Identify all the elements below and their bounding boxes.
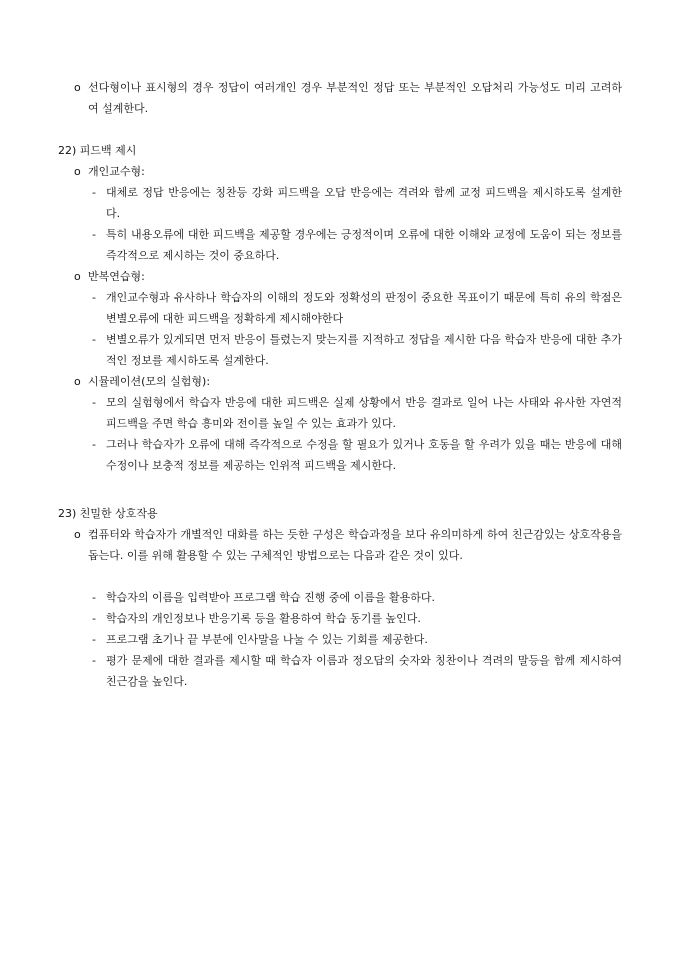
group-label-simulation: 시뮬레이션(모의 실험형): (88, 375, 211, 388)
circle-bullet: ο (74, 270, 81, 283)
dash-bullet: - (92, 186, 96, 199)
group-label-drill: 반복연습형: (88, 270, 145, 283)
circle-bullet: ο (74, 165, 81, 178)
circle-bullet: ο (74, 375, 81, 388)
dash-bullet: - (92, 633, 96, 646)
dash-bullet: - (92, 654, 96, 667)
section-22-heading: 22) 피드백 제시 (58, 144, 137, 157)
dash-bullet: - (92, 396, 96, 409)
section-23-heading: 23) 친밀한 상호작용 (58, 507, 158, 520)
list-item: 특히 내용오류에 대한 피드백을 제공할 경우에는 긍정적이며 오류에 대한 이해와 교정에 도움이 되는 정보를 즉각적으로 제시하는 것이 중요하다. (106, 228, 622, 262)
group-label-tutorial: 개인교수형: (88, 165, 145, 178)
intro-paragraph: 선다형이나 표시형의 경우 정답이 여러개인 경우 부분적인 정답 또는 부분적인 오답처리 가능성도 미리 고려하여 설계한다. (88, 81, 622, 115)
list-item: 모의 실험형에서 학습자 반응에 대한 피드백은 실제 상황에서 반응 결과로 일어 나는 사태와 유사한 자연적 피드백을 주면 학습 흥미와 전이를 높일 수 있는 효과가 있다. (106, 396, 622, 430)
dash-bullet: - (92, 438, 96, 451)
section-23-paragraph: 컴퓨터와 학습자가 개별적인 대화를 하는 듯한 구성은 학습과정을 보다 유의미하게 하여 친근감있는 상호작용을 돕는다. 이를 위해 활용할 수 있는 구체적인 방법으로는 다음과 같은 것이 있다. (88, 528, 622, 562)
list-item: 학습자의 개인정보나 반응기록 등을 활용하여 학습 동기를 높인다. (106, 612, 421, 625)
list-item: 평가 문제에 대한 결과를 제시할 때 학습자 이름과 정오답의 숫자와 칭찬이나 격려의 말등을 함께 제시하여 친근감을 높인다. (106, 654, 622, 688)
list-item: 개인교수형과 유사하나 학습자의 이해의 정도와 정확성의 판정이 중요한 목표이기 때문에 특히 유의 학점은 변별오류에 대한 피드백을 정확하게 제시해야한다 (106, 291, 622, 325)
dash-bullet: - (92, 333, 96, 346)
dash-bullet: - (92, 228, 96, 241)
list-item: 학습자의 이름을 입력받아 프로그램 학습 진행 중에 이름을 활용하다. (106, 591, 435, 604)
list-item: 프로그램 초기나 끝 부분에 인사말을 나눌 수 있는 기회를 제공한다. (106, 633, 428, 646)
circle-bullet: ο (74, 528, 81, 541)
dash-bullet: - (92, 612, 96, 625)
list-item: 그러나 학습자가 오류에 대해 즉각적으로 수정을 할 필요가 있거나 호동을 할 우려가 있을 때는 반응에 대해 수정이나 보충적 정보를 제공하는 인위적 피드백을 제시한다. (106, 438, 622, 472)
list-item: 대체로 정답 반응에는 칭찬등 강화 피드백을 오답 반응에는 격려와 함께 교정 피드백을 제시하도록 설계한다. (106, 186, 622, 220)
list-item: 변별오류가 있게되면 먼저 반응이 틀렸는지 맞는지를 지적하고 정답을 제시한 다음 학습자 반응에 대한 추가적인 정보를 제시하도록 설계한다. (106, 333, 622, 367)
circle-bullet: ο (74, 81, 81, 94)
dash-bullet: - (92, 591, 96, 604)
dash-bullet: - (92, 291, 96, 304)
